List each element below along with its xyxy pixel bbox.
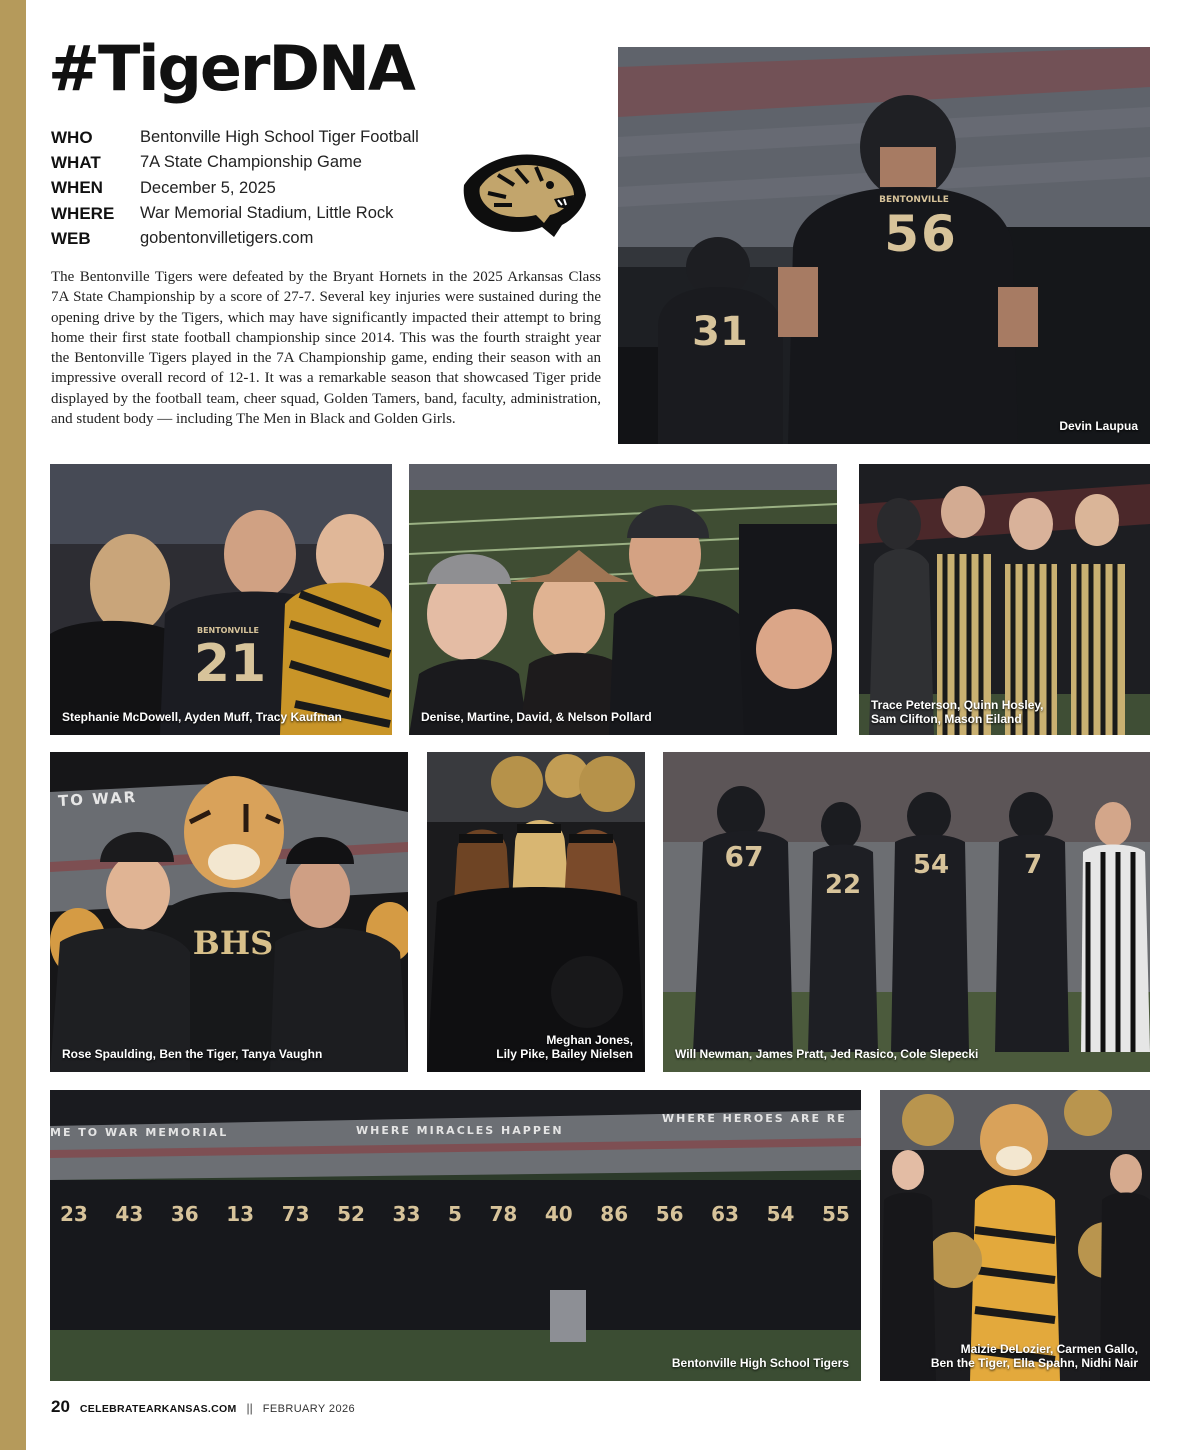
page-footer bbox=[51, 1397, 355, 1417]
team-jerseys bbox=[60, 1202, 850, 1226]
team-jersey: 5 bbox=[447, 1202, 462, 1226]
family-photo-1-caption: Stephanie McDowell, Ayden Muff, Tracy Kaufman bbox=[62, 710, 342, 724]
team-jersey: 40 bbox=[544, 1202, 573, 1226]
team-jersey: 73 bbox=[281, 1202, 310, 1226]
team-sign-left: ME TO WAR MEMORIAL bbox=[50, 1126, 229, 1139]
family-photo-1 bbox=[50, 464, 392, 735]
cheer-caption-line-2: Lily Pike, Bailey Nielsen bbox=[496, 1047, 633, 1061]
team-jersey: 56 bbox=[655, 1202, 684, 1226]
captains-caption: Will Newman, James Pratt, Jed Rasico, Cole Slepecki bbox=[675, 1047, 979, 1061]
mascot-photo-2 bbox=[880, 1090, 1150, 1381]
team-photo bbox=[50, 1090, 861, 1381]
team-jersey: 54 bbox=[766, 1202, 795, 1226]
mascot-photo-2-caption bbox=[931, 1342, 1138, 1370]
fact-when bbox=[51, 176, 471, 201]
footer-issue-date: FEBRUARY 2026 bbox=[262, 1403, 355, 1415]
team-caption: Bentonville High School Tigers bbox=[671, 1356, 849, 1370]
hero-jersey-text: BENTONVILLE bbox=[879, 195, 949, 205]
fact-when-label: WHEN bbox=[51, 178, 103, 198]
cheer-photo-art bbox=[427, 752, 645, 1072]
team-jersey: 36 bbox=[170, 1202, 199, 1226]
mascot-photo-1-caption: Rose Spaulding, Ben the Tiger, Tanya Vaughn bbox=[62, 1047, 323, 1061]
fact-web-value[interactable]: gobentonvilletigers.com bbox=[140, 229, 314, 248]
fact-web bbox=[51, 226, 471, 251]
captains-jersey-67: 67 bbox=[724, 840, 764, 873]
team-jersey: 13 bbox=[226, 1202, 255, 1226]
team-jersey: 43 bbox=[115, 1202, 144, 1226]
fact-where-label: WHERE bbox=[51, 203, 115, 223]
family-photo-1-jersey-number: 21 bbox=[193, 634, 267, 694]
team-jersey: 78 bbox=[489, 1202, 518, 1226]
hero-caption: Devin Laupua bbox=[1059, 419, 1138, 433]
fact-what bbox=[51, 150, 471, 175]
overalls-photo-art bbox=[859, 464, 1150, 735]
fact-who bbox=[51, 125, 471, 150]
gold-margin-bar bbox=[0, 0, 26, 1450]
captains-jersey-54: 54 bbox=[912, 850, 950, 880]
footer-separator: || bbox=[246, 1401, 253, 1415]
cheer-caption bbox=[496, 1033, 633, 1061]
overalls-photo bbox=[859, 464, 1150, 735]
cheer-photo bbox=[427, 752, 645, 1072]
page-number: 20 bbox=[51, 1397, 70, 1416]
overalls-caption-line-2: Sam Clifton, Mason Eiland bbox=[871, 712, 1022, 726]
footer-site-link[interactable]: CELEBRATEARKANSAS.COM bbox=[79, 1403, 237, 1415]
team-jersey: 52 bbox=[337, 1202, 365, 1226]
cheer-caption-line-1: Meghan Jones, bbox=[546, 1033, 633, 1047]
family-photo-1-jersey-text: BENTONVILLE bbox=[196, 626, 260, 635]
overalls-caption-line-1: Trace Peterson, Quinn Hosley, bbox=[871, 698, 1044, 712]
mascot-photo-2-caption-line-2: Ben the Tiger, Ella Spahn, Nidhi Nair bbox=[930, 1356, 1138, 1370]
team-sign-right: WHERE HEROES ARE RE bbox=[662, 1112, 847, 1125]
tiger-logo-icon bbox=[458, 145, 590, 245]
team-sign-mid: WHERE MIRACLES HAPPEN bbox=[356, 1124, 564, 1137]
team-jersey: 86 bbox=[600, 1202, 629, 1226]
article-body: The Bentonville Tigers were defeated by the Bryant Hornets in the 2025 Arkansas Class 7A State Championship by a score of 27-7. Several key injuries were sustained during the opening drive by the Tigers, which may have significantly impacted their attempt to bring home their first state football championship since 2014. This was the fourth straight year the Bentonville Tigers played in the 7A Championship game, ending their season with an impressive overall record of 12-1. It was a remarkable season that showcased Tiger pride displayed by the football team, cheer squad, Golden Tamers, band, faculty, administration, and student body — including The Men in Black and Golden Girls. bbox=[51, 269, 601, 428]
page-title: #TigerDNA bbox=[48, 32, 414, 105]
captains-photo-art bbox=[663, 752, 1150, 1072]
team-jersey: 23 bbox=[60, 1202, 88, 1226]
fact-web-label: WEB bbox=[51, 228, 91, 248]
family-photo-2 bbox=[409, 464, 837, 735]
mascot-photo-2-art bbox=[880, 1090, 1150, 1381]
team-jersey: 55 bbox=[821, 1202, 850, 1226]
mascot-photo-2-caption-line-1: Maizie DeLozier, Carmen Gallo, bbox=[960, 1342, 1138, 1356]
family-photo-2-caption: Denise, Martine, David, & Nelson Pollard bbox=[421, 710, 652, 724]
hero-jersey-number-2: 31 bbox=[692, 309, 748, 355]
mascot-photo-1-sign-text: TO WAR bbox=[57, 787, 138, 811]
fact-who-label: WHO bbox=[51, 127, 93, 147]
mascot-photo-1-shirt-text: BHS bbox=[192, 924, 274, 962]
captains-jersey-22: 22 bbox=[824, 870, 862, 900]
captains-photo bbox=[663, 752, 1150, 1072]
captains-jersey-7: 7 bbox=[1023, 850, 1043, 880]
hero-jersey-number: 56 bbox=[884, 205, 958, 263]
event-facts bbox=[51, 125, 471, 251]
team-jersey: 63 bbox=[711, 1202, 739, 1226]
fact-what-label: WHAT bbox=[51, 152, 101, 172]
fact-who-value: Bentonville High School Tiger Football bbox=[140, 128, 419, 147]
team-jersey: 33 bbox=[392, 1202, 421, 1226]
hero-photo bbox=[618, 47, 1150, 444]
overalls-caption bbox=[871, 698, 1121, 726]
mascot-photo-1 bbox=[50, 752, 408, 1072]
family-photo-1-art bbox=[50, 464, 392, 735]
fact-where-value: War Memorial Stadium, Little Rock bbox=[140, 204, 394, 223]
family-photo-2-art bbox=[409, 464, 837, 735]
fact-where bbox=[51, 201, 471, 226]
fact-what-value: 7A State Championship Game bbox=[140, 153, 362, 172]
fact-when-value: December 5, 2025 bbox=[140, 178, 276, 197]
